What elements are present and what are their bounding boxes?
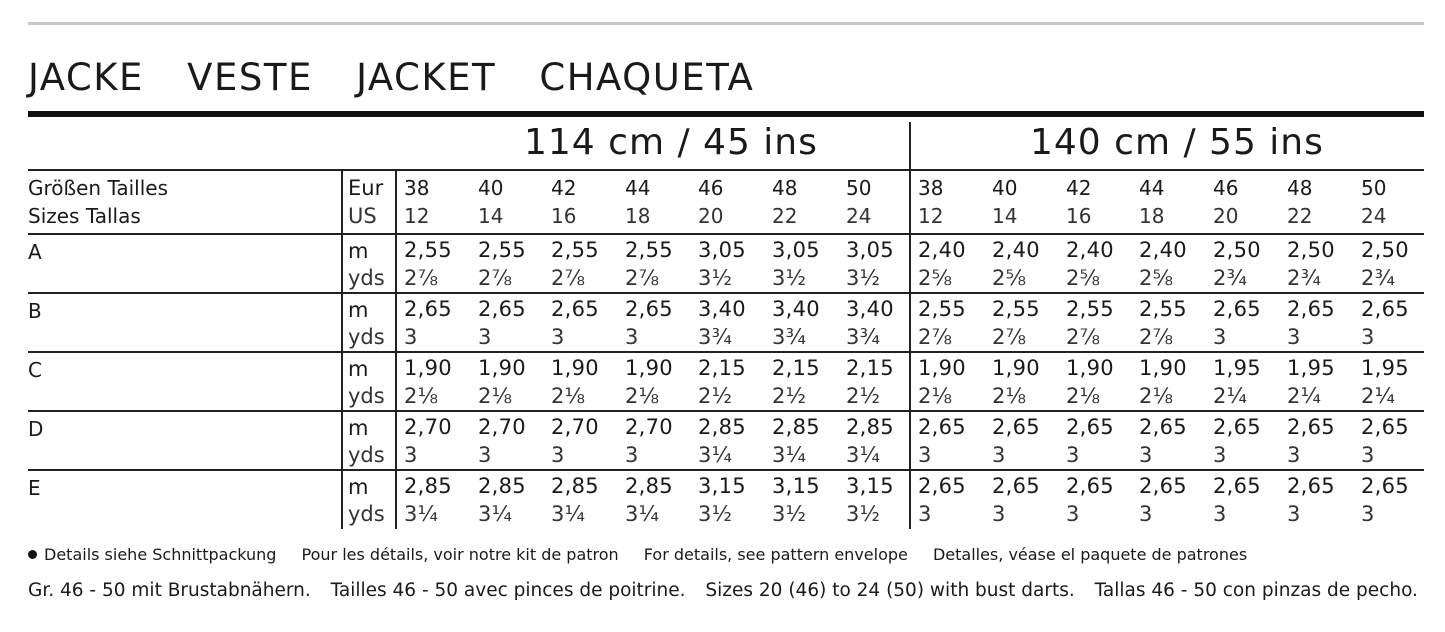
yards-value: 2⅛ [1066, 384, 1101, 408]
us-size: 16 [551, 204, 577, 228]
yards-value: 2⅛ [1139, 384, 1174, 408]
view-label: C [28, 358, 42, 382]
fabric-width-114: 114 cm / 45 ins [524, 122, 818, 163]
eur-size: 38 [404, 176, 430, 200]
meters-value: 2,50 [1287, 238, 1335, 262]
meters-value: 2,70 [478, 415, 526, 439]
eur-size: 42 [551, 176, 577, 200]
meters-value: 2,15 [846, 356, 894, 380]
eur-size: 44 [1139, 176, 1165, 200]
table-rule [28, 410, 1424, 412]
meters-value: 2,40 [1139, 238, 1187, 262]
meters-value: 2,65 [1066, 474, 1114, 498]
title-french: VESTE [187, 56, 313, 99]
meters-value: 2,50 [1361, 238, 1409, 262]
us-size: 24 [846, 204, 872, 228]
meters-value: 2,70 [625, 415, 673, 439]
meters-value: 2,40 [992, 238, 1040, 262]
yards-value: 3½ [846, 266, 881, 290]
meters-value: 1,95 [1287, 356, 1335, 380]
us-size: 20 [1213, 204, 1239, 228]
unit-m-label: m [348, 298, 369, 322]
meters-value: 1,90 [918, 356, 966, 380]
bust-darts-es: Tallas 46 - 50 con pinzas de pecho. [1094, 580, 1418, 601]
sizes-label-en-es: Sizes Tallas [28, 204, 141, 228]
eur-size: 46 [698, 176, 724, 200]
unit-yds-label: yds [348, 443, 385, 467]
yards-value: 2¾ [1361, 266, 1396, 290]
meters-value: 2,55 [1139, 297, 1187, 321]
meters-value: 2,55 [551, 238, 599, 262]
yards-value: 2¾ [1287, 266, 1322, 290]
yards-value: 3¾ [772, 325, 807, 349]
meters-value: 1,90 [1139, 356, 1187, 380]
yards-value: 3¼ [478, 502, 513, 526]
meters-value: 2,85 [551, 474, 599, 498]
yards-value: 3 [1213, 502, 1227, 526]
yards-value: 2⅝ [1066, 266, 1101, 290]
table-divider [341, 169, 343, 529]
yards-value: 2⅞ [404, 266, 439, 290]
us-size: 12 [918, 204, 944, 228]
meters-value: 2,65 [1139, 415, 1187, 439]
yards-value: 3 [1287, 502, 1301, 526]
yards-value: 3½ [772, 266, 807, 290]
view-label: A [28, 240, 42, 264]
yards-value: 3 [992, 502, 1006, 526]
details-fr: Pour les détails, voir notre kit de patron [301, 545, 619, 564]
yards-value: 3 [551, 325, 565, 349]
bust-darts-de: Gr. 46 - 50 mit Brustabnähern. [28, 580, 311, 601]
details-es: Detalles, véase el paquete de patrones [932, 545, 1248, 564]
meters-value: 2,65 [992, 474, 1040, 498]
meters-value: 2,65 [1287, 297, 1335, 321]
meters-value: 2,55 [404, 238, 452, 262]
meters-value: 2,65 [1287, 415, 1335, 439]
us-size: 14 [992, 204, 1018, 228]
yards-value: 2⅞ [551, 266, 586, 290]
meters-value: 2,65 [1287, 474, 1335, 498]
yards-value: 2¾ [1213, 266, 1248, 290]
yards-value: 2⅛ [918, 384, 953, 408]
eur-size: 50 [846, 176, 872, 200]
view-label: D [28, 417, 44, 441]
us-size: 18 [1139, 204, 1165, 228]
yards-value: 3 [1361, 443, 1375, 467]
us-size: 24 [1361, 204, 1387, 228]
table-rule [28, 292, 1424, 294]
unit-m-label: m [348, 416, 369, 440]
meters-value: 2,65 [1066, 415, 1114, 439]
meters-value: 2,65 [551, 297, 599, 321]
meters-value: 3,40 [846, 297, 894, 321]
meters-value: 2,85 [404, 474, 452, 498]
sizes-label-de-fr: Größen Tailles [28, 176, 169, 200]
yards-value: 2⅝ [992, 266, 1027, 290]
us-size: 14 [478, 204, 504, 228]
yards-value: 3¼ [698, 443, 733, 467]
yards-value: 3 [478, 325, 492, 349]
meters-value: 2,85 [846, 415, 894, 439]
meters-value: 2,40 [1066, 238, 1114, 262]
meters-value: 2,65 [918, 415, 966, 439]
yards-value: 3 [1139, 502, 1153, 526]
eur-size: 48 [1287, 176, 1313, 200]
meters-value: 1,90 [404, 356, 452, 380]
meters-value: 2,55 [918, 297, 966, 321]
title-german: JACKE [28, 56, 144, 99]
meters-value: 2,85 [698, 415, 746, 439]
meters-value: 3,05 [846, 238, 894, 262]
yards-value: 3 [1213, 325, 1227, 349]
meters-value: 3,15 [846, 474, 894, 498]
meters-value: 3,15 [698, 474, 746, 498]
table-divider [395, 169, 397, 529]
yards-value: 3 [1361, 502, 1375, 526]
meters-value: 2,65 [918, 474, 966, 498]
bust-darts-fr: Tailles 46 - 50 avec pinces de poitrine. [330, 580, 686, 601]
yards-value: 3½ [698, 266, 733, 290]
yards-value: 3 [1139, 443, 1153, 467]
yards-value: 3¼ [772, 443, 807, 467]
us-size: 18 [625, 204, 651, 228]
yards-value: 2⅞ [625, 266, 660, 290]
eur-size: 42 [1066, 176, 1092, 200]
yards-value: 3¼ [625, 502, 660, 526]
meters-value: 2,50 [1213, 238, 1261, 262]
meters-value: 2,55 [992, 297, 1040, 321]
us-size: 22 [1287, 204, 1313, 228]
yards-value: 2⅛ [478, 384, 513, 408]
meters-value: 3,05 [772, 238, 820, 262]
yards-value: 2½ [772, 384, 807, 408]
eur-size: 44 [625, 176, 651, 200]
table-rule [28, 351, 1424, 353]
yards-value: 3½ [698, 502, 733, 526]
eur-size: 40 [992, 176, 1018, 200]
us-size: 20 [698, 204, 724, 228]
details-de: Details siehe Schnittpackung [44, 545, 277, 564]
meters-value: 2,15 [698, 356, 746, 380]
unit-yds-label: yds [348, 502, 385, 526]
meters-value: 2,65 [1361, 474, 1409, 498]
yards-value: 3 [625, 325, 639, 349]
meters-value: 1,90 [992, 356, 1040, 380]
us-size: 16 [1066, 204, 1092, 228]
meters-value: 2,65 [1213, 297, 1261, 321]
meters-value: 2,65 [992, 415, 1040, 439]
unit-yds-label: yds [348, 266, 385, 290]
table-rule [28, 233, 1424, 235]
meters-value: 2,65 [625, 297, 673, 321]
table-rule [28, 169, 1424, 171]
yards-value: 2⅝ [918, 266, 953, 290]
eur-size: 46 [1213, 176, 1239, 200]
yards-value: 2⅞ [478, 266, 513, 290]
unit-m-label: m [348, 239, 369, 263]
meters-value: 2,55 [1066, 297, 1114, 321]
meters-value: 2,65 [478, 297, 526, 321]
yards-value: 2⅛ [551, 384, 586, 408]
yards-value: 2½ [846, 384, 881, 408]
meters-value: 1,90 [551, 356, 599, 380]
yards-value: 2½ [698, 384, 733, 408]
meters-value: 3,05 [698, 238, 746, 262]
meters-value: 3,40 [772, 297, 820, 321]
yards-value: 3 [918, 502, 932, 526]
meters-value: 2,55 [478, 238, 526, 262]
yards-value: 3 [1287, 325, 1301, 349]
eur-size: 38 [918, 176, 944, 200]
yards-value: 2¼ [1287, 384, 1322, 408]
yards-value: 2⅞ [1139, 325, 1174, 349]
yards-value: 3 [478, 443, 492, 467]
yards-value: 3¾ [846, 325, 881, 349]
meters-value: 1,95 [1213, 356, 1261, 380]
meters-value: 2,65 [1361, 415, 1409, 439]
yards-value: 3½ [846, 502, 881, 526]
view-label: B [28, 299, 42, 323]
details-en: For details, see pattern envelope [643, 545, 908, 564]
meters-value: 2,70 [551, 415, 599, 439]
yards-value: 3½ [772, 502, 807, 526]
yards-value: 3 [1066, 443, 1080, 467]
unit-yds-label: yds [348, 325, 385, 349]
yards-value: 3 [992, 443, 1006, 467]
us-label: US [348, 204, 377, 228]
eur-size: 48 [772, 176, 798, 200]
yards-value: 3¼ [846, 443, 881, 467]
meters-value: 2,40 [918, 238, 966, 262]
meters-value: 3,15 [772, 474, 820, 498]
yards-value: 3 [551, 443, 565, 467]
yards-value: 2⅛ [992, 384, 1027, 408]
yards-value: 3 [1287, 443, 1301, 467]
eur-size: 50 [1361, 176, 1387, 200]
yards-value: 3 [404, 325, 418, 349]
yards-value: 3¼ [404, 502, 439, 526]
yards-value: 2⅞ [918, 325, 953, 349]
unit-m-label: m [348, 475, 369, 499]
yards-value: 3 [1213, 443, 1227, 467]
title-spanish: CHAQUETA [539, 56, 755, 99]
meters-value: 1,90 [478, 356, 526, 380]
meters-value: 2,65 [1213, 474, 1261, 498]
meters-value: 1,90 [1066, 356, 1114, 380]
meters-value: 1,95 [1361, 356, 1409, 380]
meters-value: 1,90 [625, 356, 673, 380]
meters-value: 2,85 [772, 415, 820, 439]
us-size: 12 [404, 204, 430, 228]
details-note [28, 545, 1267, 564]
yards-value: 3 [1066, 502, 1080, 526]
meters-value: 2,65 [1213, 415, 1261, 439]
top-rule [28, 22, 1424, 25]
yards-value: 2⅛ [404, 384, 439, 408]
eur-label: Eur [348, 176, 384, 200]
meters-value: 2,70 [404, 415, 452, 439]
yards-value: 2⅛ [625, 384, 660, 408]
fabric-width-140: 140 cm / 55 ins [1030, 122, 1324, 163]
unit-yds-label: yds [348, 384, 385, 408]
bust-darts-en: Sizes 20 (46) to 24 (50) with bust darts. [705, 580, 1075, 601]
view-label: E [28, 476, 41, 500]
bullet-icon [28, 550, 37, 559]
yards-value: 2¼ [1213, 384, 1248, 408]
table-rule [28, 469, 1424, 471]
meters-value: 2,85 [478, 474, 526, 498]
yards-value: 3¾ [698, 325, 733, 349]
yards-value: 3¼ [551, 502, 586, 526]
yards-value: 2⅞ [992, 325, 1027, 349]
yards-value: 2⅝ [1139, 266, 1174, 290]
meters-value: 2,65 [1139, 474, 1187, 498]
meters-value: 2,65 [404, 297, 452, 321]
table-divider [909, 122, 911, 529]
meters-value: 2,65 [1361, 297, 1409, 321]
unit-m-label: m [348, 357, 369, 381]
meters-value: 2,15 [772, 356, 820, 380]
us-size: 22 [772, 204, 798, 228]
meters-value: 2,85 [625, 474, 673, 498]
page-title [28, 56, 784, 99]
yards-value: 3 [404, 443, 418, 467]
title-english: JACKET [356, 56, 497, 99]
yards-value: 3 [625, 443, 639, 467]
yards-value: 3 [918, 443, 932, 467]
eur-size: 40 [478, 176, 504, 200]
yards-value: 2⅞ [1066, 325, 1101, 349]
yards-value: 2¼ [1361, 384, 1396, 408]
meters-value: 2,55 [625, 238, 673, 262]
meters-value: 3,40 [698, 297, 746, 321]
yards-value: 3 [1361, 325, 1375, 349]
bust-darts-note [28, 580, 1432, 601]
title-rule [28, 111, 1424, 117]
